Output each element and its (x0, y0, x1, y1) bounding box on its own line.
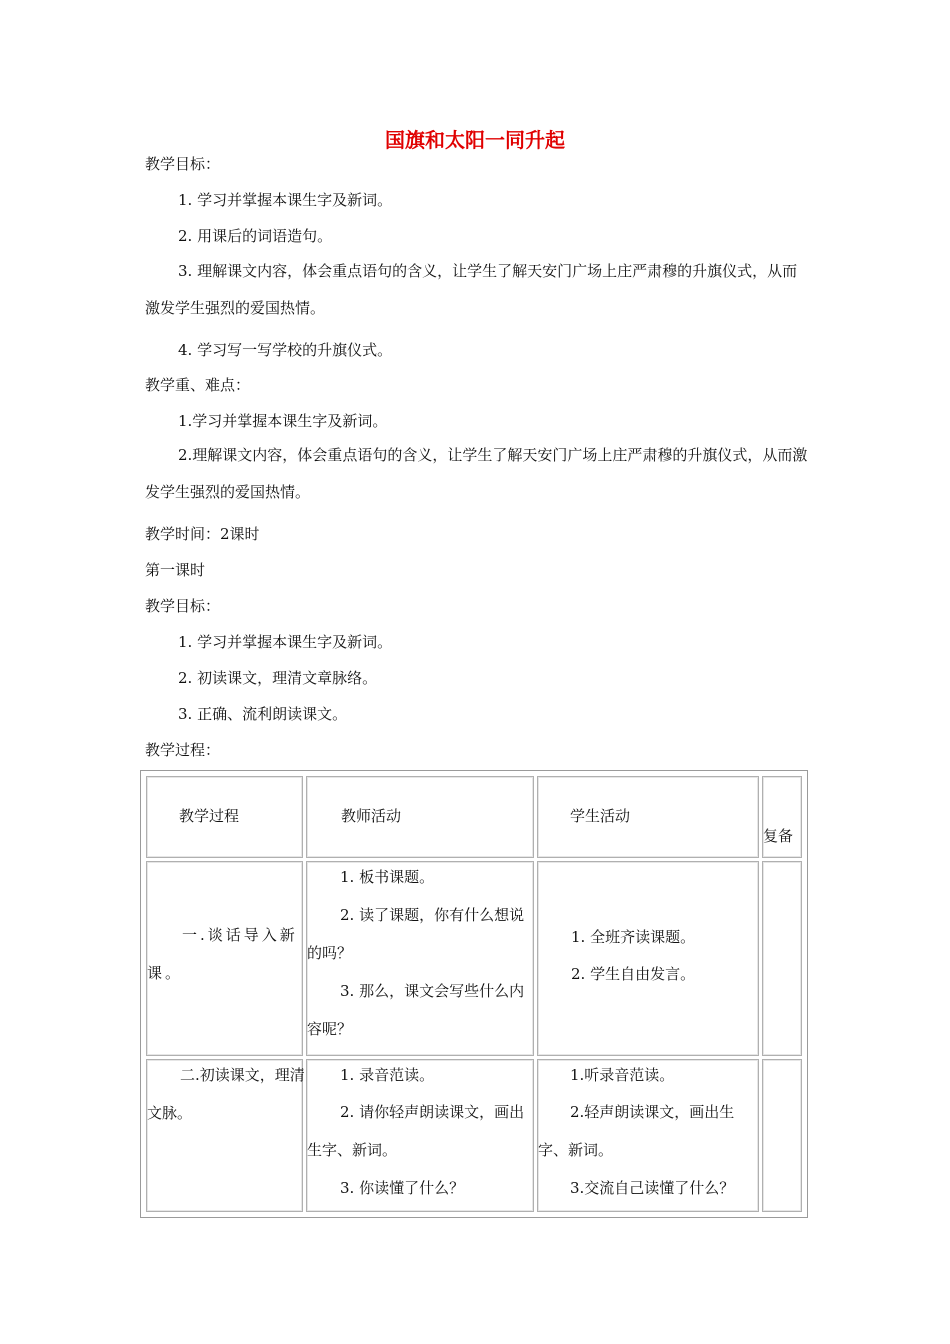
teaching-time: 教学时间：2课时 (145, 525, 260, 543)
goal-item-3: 3. 理解课文内容，体会重点语句的含义，让学生了解天安门广场上庄严肃穆的升旗仪式，从而激发学生强烈的爱国热情。 (145, 262, 798, 317)
lesson-goal-item-1: 1. 学习并掌握本课生字及新词。 (178, 633, 393, 651)
row2-student-1: 1.听录音范读。 (570, 1066, 675, 1084)
header-teacher: 教师活动 (341, 807, 402, 825)
row2-student-3: 3.交流自己读懂了什么？ (570, 1179, 735, 1197)
header-student: 学生活动 (570, 807, 631, 825)
row1-teacher-2: 2. 读了课题，你有什么想说的吗？ (307, 906, 525, 962)
lesson-goal-item-2: 2. 初读课文，理清文章脉络。 (178, 669, 378, 687)
row2-teacher-3: 3. 你读懂了什么？ (340, 1179, 465, 1197)
row1-stage-cell (146, 861, 303, 1056)
row1-teacher-3: 3. 那么，课文会写些什么内容呢？ (307, 982, 525, 1038)
process-heading: 教学过程： (145, 741, 221, 759)
row1-student-1: 1. 全班齐读课题。 (571, 928, 696, 946)
header-cell-student (537, 776, 759, 858)
row2-teacher-cell (306, 1059, 534, 1212)
goal-item-2: 2. 用课后的词语造句。 (178, 227, 333, 245)
header-review: 复备 (763, 827, 794, 845)
key-point-item-2: 2.理解课文内容，体会重点语句的含义，让学生了解天安门广场上庄严肃穆的升旗仪式，从而激发学生强烈的爱国热情。 (145, 446, 808, 501)
row2-teacher-1: 1. 录音范读。 (340, 1066, 435, 1084)
row2-review-cell (762, 1059, 802, 1212)
row1-teacher-1: 1. 板书课题。 (340, 868, 435, 886)
row2-student-2: 2.轻声朗读课文，画出生字、新词。 (538, 1103, 735, 1159)
row1-student-cell (537, 861, 759, 1056)
key-point-item-1: 1.学习并掌握本课生字及新词。 (178, 412, 388, 430)
row2-stage: 二.初读课文，理清文脉。 (147, 1066, 305, 1122)
lesson-heading: 第一课时 (145, 561, 206, 579)
key-points-heading: 教学重、难点： (145, 376, 251, 394)
row1-review-cell (762, 861, 802, 1056)
lesson-goal-item-3: 3. 正确、流利朗读课文。 (178, 705, 348, 723)
header-cell-stage (146, 776, 303, 858)
row1-stage: 一.谈话导入新课。 (147, 926, 298, 982)
goal-item-4: 4. 学习写一写学校的升旗仪式。 (178, 341, 393, 359)
row1-teacher-cell (306, 861, 534, 1056)
header-cell-teacher (306, 776, 534, 858)
row1-student-2: 2. 学生自由发言。 (571, 965, 696, 983)
header-stage: 教学过程 (179, 807, 240, 825)
process-table (140, 770, 808, 1218)
goal-item-1: 1. 学习并掌握本课生字及新词。 (178, 191, 393, 209)
row2-teacher-2: 2. 请你轻声朗读课文，画出生字、新词。 (307, 1103, 525, 1159)
document-title: 国旗和太阳一同升起 (385, 128, 565, 152)
row2-student-cell (537, 1059, 759, 1212)
header-cell-review (762, 776, 802, 858)
lesson-goals-heading: 教学目标： (145, 597, 221, 615)
goals-heading: 教学目标： (145, 155, 221, 173)
row2-stage-cell (146, 1059, 303, 1212)
